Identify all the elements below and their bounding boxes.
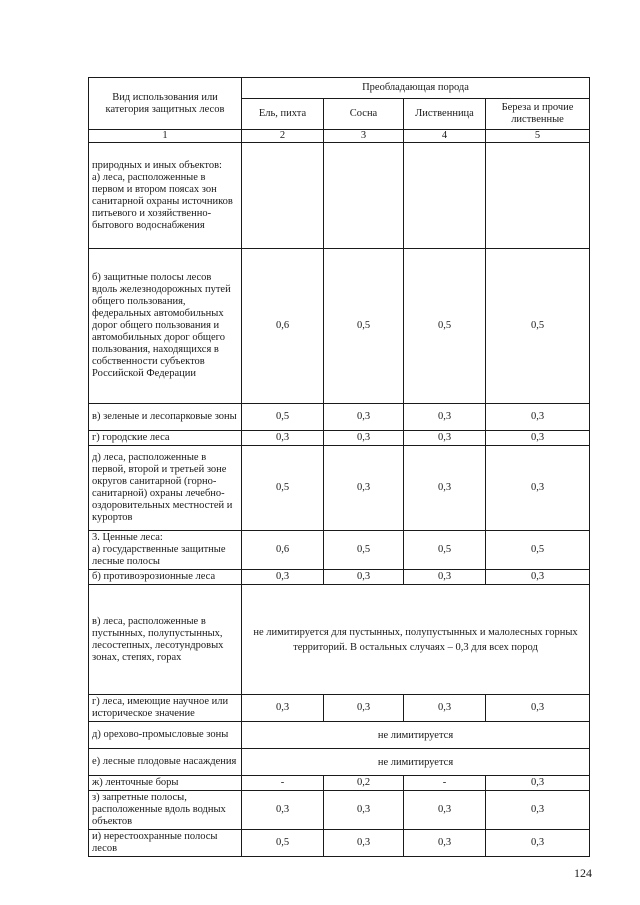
merged-note: не лимитируется для пустынных, полупустынных и малолесных горных территорий. В остальных случаях – 0,3 для всех пород (242, 585, 590, 695)
row-label: природных и иных объектов: а) леса, расположенные в первом и втором поясах зон санитарной охраны источников питьевого и хозяйственно-бытового водоснабжения (89, 143, 242, 249)
table-row (89, 749, 590, 776)
value-cell: 0,5 (404, 531, 486, 570)
column-number: 3 (324, 130, 404, 143)
row-label: б) противоэрозионные леса (89, 570, 242, 585)
table-row (89, 404, 590, 431)
table-row (89, 585, 590, 695)
value-cell: 0,6 (242, 249, 324, 404)
row-label: з) запретные полосы, расположенные вдоль водных объектов (89, 791, 242, 830)
merged-note: не лимитируется (242, 749, 590, 776)
value-cell: 0,5 (404, 249, 486, 404)
value-cell: 0,3 (324, 404, 404, 431)
value-cell: 0,3 (242, 695, 324, 722)
value-cell: 0,3 (404, 830, 486, 857)
row-label: 3. Ценные леса: а) государственные защитные лесные полосы (89, 531, 242, 570)
table-row (89, 531, 590, 570)
norms-table (88, 77, 590, 857)
value-cell (404, 143, 486, 249)
value-cell: 0,3 (324, 570, 404, 585)
header-row-1 (89, 78, 590, 99)
table-row (89, 830, 590, 857)
header-dominant-species: Преобладающая порода (242, 78, 590, 99)
value-cell: 0,3 (404, 791, 486, 830)
value-cell: 0,5 (324, 531, 404, 570)
value-cell: 0,5 (486, 531, 590, 570)
value-cell: 0,3 (404, 570, 486, 585)
table-row (89, 695, 590, 722)
row-label: г) леса, имеющие научное или историческое значение (89, 695, 242, 722)
value-cell: 0,5 (242, 830, 324, 857)
value-cell: 0,3 (486, 830, 590, 857)
row-label: г) городские леса (89, 431, 242, 446)
table-row (89, 722, 590, 749)
value-cell: 0,5 (242, 404, 324, 431)
value-cell: 0,5 (242, 446, 324, 531)
value-cell: 0,3 (404, 431, 486, 446)
value-cell: 0,6 (242, 531, 324, 570)
value-cell: 0,3 (324, 695, 404, 722)
value-cell: 0,3 (404, 446, 486, 531)
row-label: д) орехово-промысловые зоны (89, 722, 242, 749)
column-number-row (89, 130, 590, 143)
value-cell: 0,3 (486, 446, 590, 531)
column-number: 5 (486, 130, 590, 143)
row-label: ж) ленточные боры (89, 776, 242, 791)
value-cell: 0,3 (324, 431, 404, 446)
table-row (89, 570, 590, 585)
value-cell: 0,3 (486, 404, 590, 431)
row-label: б) защитные полосы лесов вдоль железнодорожных путей общего пользования, федеральных автомобильных дорог общего пользования и автомобильных дорог общего пользования, находящихся в собственности субъектов Российской Федерации (89, 249, 242, 404)
row-label: в) леса, расположенные в пустынных, полупустынных, лесостепных, лесотундровых зонах, степях, горах (89, 585, 242, 695)
page-number: 124 (574, 866, 592, 880)
table-row (89, 776, 590, 791)
value-cell (324, 143, 404, 249)
value-cell: 0,3 (486, 570, 590, 585)
value-cell: 0,3 (486, 791, 590, 830)
table-row (89, 143, 590, 249)
row-label: е) лесные плодовые насаждения (89, 749, 242, 776)
value-cell: 0,3 (486, 431, 590, 446)
header-species-spruce-fir: Ель, пихта (242, 99, 324, 130)
value-cell: 0,3 (324, 791, 404, 830)
table-row (89, 431, 590, 446)
table-row (89, 446, 590, 531)
header-usage-type: Вид использования или категория защитных лесов (89, 78, 242, 130)
table-body (89, 78, 590, 857)
value-cell: - (242, 776, 324, 791)
value-cell: 0,3 (404, 404, 486, 431)
value-cell: 0,3 (404, 695, 486, 722)
header-species-birch-deciduous: Береза и прочие лиственные (486, 99, 590, 130)
value-cell: 0,5 (324, 249, 404, 404)
row-label: д) леса, расположенные в первой, второй и третьей зоне округов санитарной (горно-санитарной) охраны лечебно-оздоровительных местностей и курортов (89, 446, 242, 531)
value-cell: 0,3 (324, 446, 404, 531)
table-row (89, 249, 590, 404)
row-label: в) зеленые и лесопарковые зоны (89, 404, 242, 431)
row-label: и) нерестоохранные полосы лесов (89, 830, 242, 857)
header-species-larch: Лиственница (404, 99, 486, 130)
value-cell (486, 143, 590, 249)
value-cell: 0,3 (486, 695, 590, 722)
value-cell: 0,3 (242, 791, 324, 830)
column-number: 1 (89, 130, 242, 143)
table-row (89, 791, 590, 830)
value-cell: 0,3 (486, 776, 590, 791)
value-cell: 0,3 (242, 570, 324, 585)
value-cell: 0,5 (486, 249, 590, 404)
value-cell: 0,3 (324, 830, 404, 857)
value-cell: 0,3 (242, 431, 324, 446)
value-cell: - (404, 776, 486, 791)
header-species-pine: Сосна (324, 99, 404, 130)
value-cell (242, 143, 324, 249)
column-number: 4 (404, 130, 486, 143)
column-number: 2 (242, 130, 324, 143)
value-cell: 0,2 (324, 776, 404, 791)
merged-note: не лимитируется (242, 722, 590, 749)
